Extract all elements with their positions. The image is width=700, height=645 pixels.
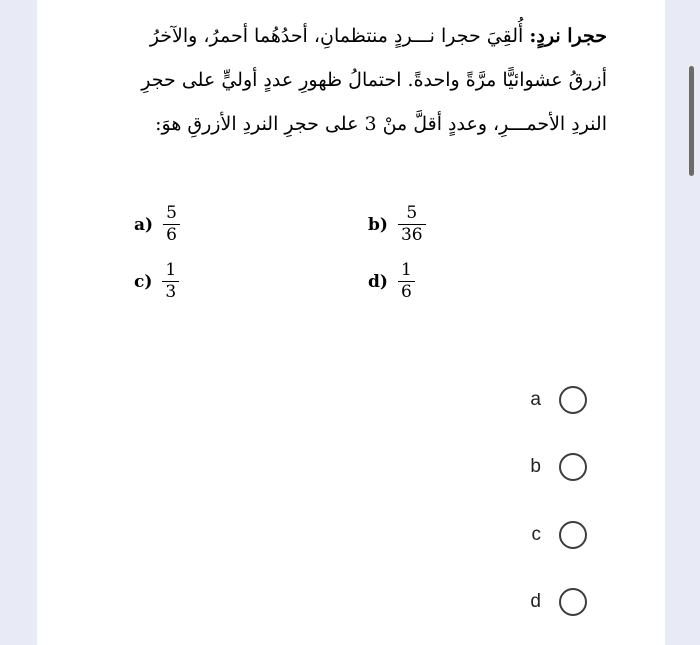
answer-option-c[interactable] xyxy=(532,521,588,549)
fraction-denominator: 6 xyxy=(166,225,177,246)
choice-letter: d) xyxy=(368,271,388,292)
option-label: b xyxy=(530,456,541,477)
fraction xyxy=(398,262,415,301)
choice-a xyxy=(134,205,180,244)
radio-button[interactable] xyxy=(559,521,587,549)
question-text xyxy=(137,14,607,146)
scrollbar[interactable] xyxy=(689,66,694,176)
choice-letter: c) xyxy=(134,271,153,292)
question-card xyxy=(37,0,665,645)
answer-option-a[interactable] xyxy=(530,386,587,414)
question-body: أُلقِيَ حجرا نـــردٍ منتظمانِ، أحدُهُما أحمرُ، والآخرُ أزرقُ عشوائيًّا مرَّةً واحدةً. احتمالُ ظهورِ عددٍ أوليٍّ على حجرِ النردِ الأحمـــرِ، وعددٍ أقلَّ منْ 3 على حجرِ النردِ الأزرقِ هوَ: xyxy=(141,25,607,135)
fraction-numerator: 1 xyxy=(400,260,412,280)
choice-b xyxy=(368,205,426,244)
fraction-denominator: 36 xyxy=(400,225,423,246)
choice-letter: b) xyxy=(368,214,388,235)
fraction xyxy=(162,262,179,301)
radio-button[interactable] xyxy=(559,453,587,481)
fraction xyxy=(163,205,180,244)
answer-option-d[interactable] xyxy=(530,588,587,616)
choice-c xyxy=(134,262,179,301)
choice-letter: a) xyxy=(134,214,154,235)
fraction xyxy=(398,205,426,244)
fraction-denominator: 6 xyxy=(400,282,412,303)
radio-button[interactable] xyxy=(559,386,587,414)
radio-button[interactable] xyxy=(559,588,587,616)
fraction-denominator: 3 xyxy=(165,282,177,303)
fraction-numerator: 1 xyxy=(165,260,177,280)
answer-option-b[interactable] xyxy=(530,453,587,481)
fraction-numerator: 5 xyxy=(166,203,177,223)
option-label: a xyxy=(530,389,541,410)
choice-d xyxy=(368,262,415,301)
question-lead: حجرا نردٍ: xyxy=(529,25,607,47)
option-label: c xyxy=(531,524,541,545)
fraction-numerator: 5 xyxy=(406,203,418,223)
option-label: d xyxy=(530,591,541,612)
